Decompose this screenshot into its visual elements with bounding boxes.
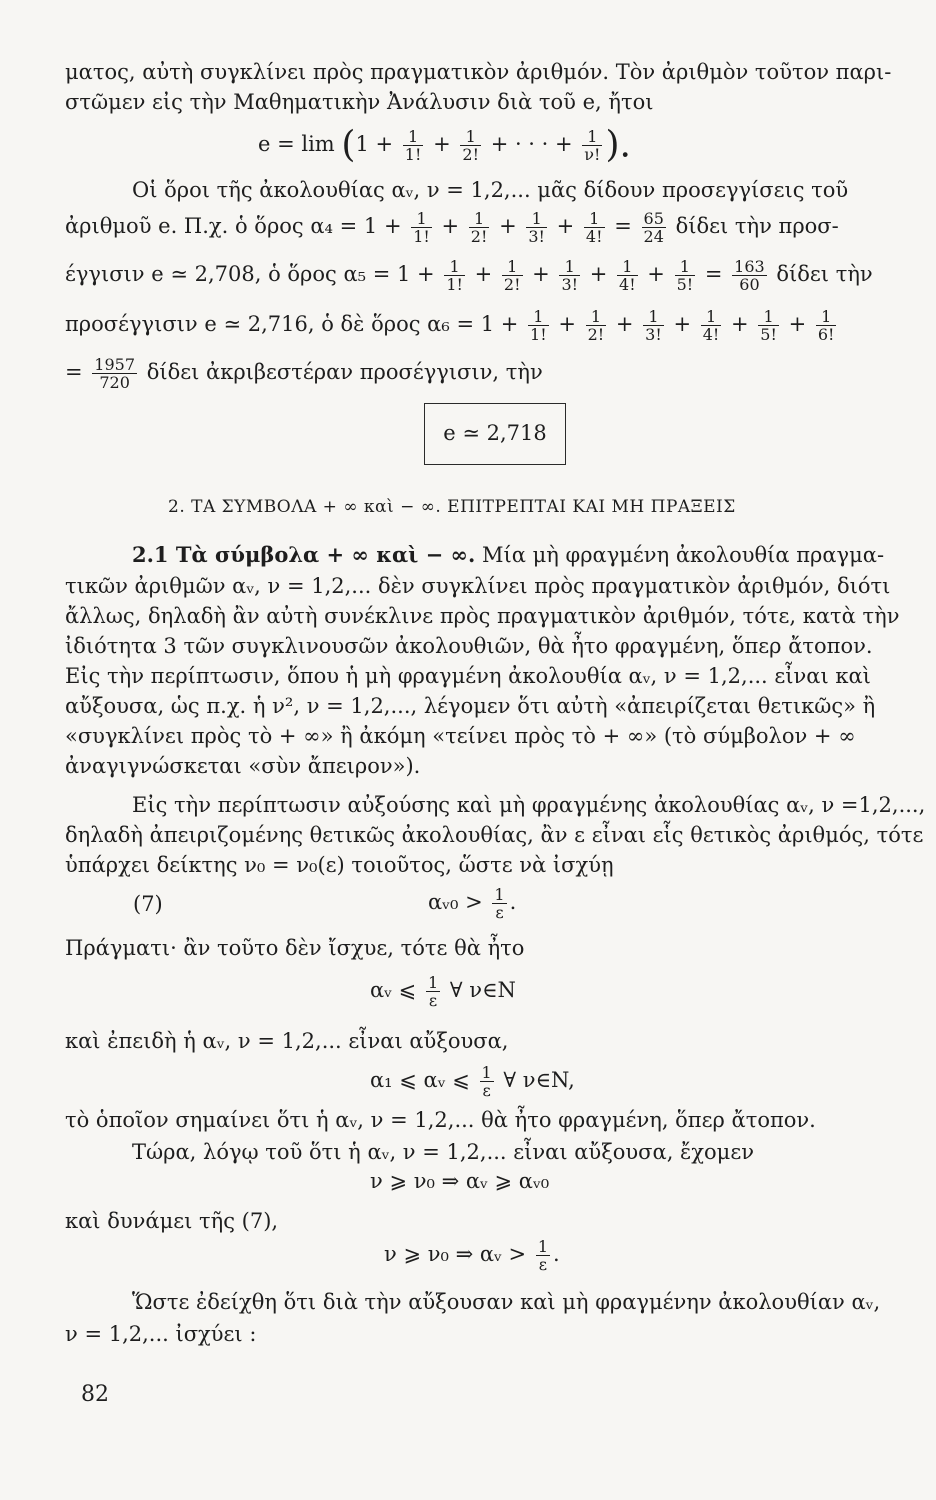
text-span: έγγισιν e ≃ 2,708, ὁ ὅρος α₅ = 1 + xyxy=(65,262,435,286)
text-line: «συγκλίνει πρὸς τὸ + ∞» ἢ ἀκόμη «τείνει πρὸς τὸ + ∞» (τὸ σύμβολον + ∞ xyxy=(65,724,856,748)
paren-close: ). xyxy=(605,124,631,166)
text-span: δίδει τὴν προσ- xyxy=(675,214,839,238)
text-span: δίδει ἀκριβεστέραν προσέγγισιν, τὴν xyxy=(146,360,543,384)
fraction: $\frac{1}{\varepsilon}$ xyxy=(494,885,505,922)
formula-e-limit xyxy=(258,124,631,166)
inequality-a xyxy=(370,970,516,1010)
text-line: ὑπάρχει δείκτης ν₀ = ν₀(ε) τοιοῦτος, ὥστε νὰ ἰσχύῃ xyxy=(65,853,614,877)
text-line: ματος, αὐτὴ συγκλίνει πρὸς πραγματικὸν ἀριθμόν. Τὸν ἀριθμὸν τοῦτον παρι- xyxy=(65,60,892,84)
fraction: $\frac{1}{1!}$ xyxy=(446,257,463,294)
text-line: στῶμεν εἰς τὴν Μαθηματικὴν Ἀνάλυσιν διὰ τοῦ e, ἤτοι xyxy=(65,90,654,114)
fraction: $\frac{1}{1!}$ xyxy=(413,209,430,246)
a4-line: ἀριθμοῦ e. Π.χ. ὁ ὅρος α₄ = 1 + $\frac{1}{1!}$ + $\frac{1}{2!}$ + $\frac{1}{3!}$ + $\frac{1}{4!}$ = $\frac{65}{24}$ δίδει τὴν προσ- xyxy=(65,209,839,246)
text-span: ∀ ν∈N, xyxy=(503,1068,575,1092)
text-line: αὔξουσα, ὡς π.χ. ἡ ν², ν = 1,2,..., λέγομεν ὅτι αὐτὴ «ἀπειρίζεται θετικῶς» ἢ xyxy=(65,694,876,718)
text-span: ἀριθμοῦ e. Π.χ. ὁ ὅρος α₄ = 1 + xyxy=(65,214,402,238)
text-line: Οἱ ὅροι τῆς ἀκολουθίας αᵥ, ν = 1,2,... μᾶς δίδουν προσεγγίσεις τοῦ xyxy=(132,178,849,202)
inequality-b xyxy=(370,1060,575,1100)
text-line: Εἰς τὴν περίπτωσιν αὐξούσης καὶ μὴ φραγμένης ἀκολουθίας αᵥ, ν =1,2,..., xyxy=(132,793,926,817)
equation-7: αᵥ₀ > $\frac{1}{\varepsilon}$ . xyxy=(428,885,517,922)
a6-result-line xyxy=(65,352,543,392)
text-line: τικῶν ἀριθμῶν αᵥ, ν = 1,2,... δὲν συγκλίνει πρὸς πραγματικὸν ἀριθμόν, διότι xyxy=(65,574,891,598)
fraction: $\frac{1}{5!}$ xyxy=(760,307,777,344)
fraction: $\frac{1}{6!}$ xyxy=(817,307,835,344)
equals: = xyxy=(614,214,632,238)
text-span: αᵥ₀ > xyxy=(428,890,483,914)
fraction: $\frac{1}{2!}$ xyxy=(470,209,488,246)
ellipsis-plus: + · · · + xyxy=(490,132,573,156)
a6-line: προσέγγισιν e ≃ 2,716, ὁ δὲ ὅρος α₆ = 1 + $\frac{1}{1!}$ + $\frac{1}{2!}$ + $\frac{1}{3!}$ + $\frac{1}{4!}$ + $\frac{1}{5!}$ + $\frac{1}{6!}$ xyxy=(65,307,835,344)
fraction: $\frac{1}{1!}$ xyxy=(530,307,547,344)
fraction: $\frac{1}{\varepsilon}$ xyxy=(481,1063,492,1100)
fraction: $\frac{1}{4!}$ xyxy=(702,307,720,344)
fraction: $\frac{1}{\varepsilon}$ xyxy=(427,973,439,1010)
boxed-approximation xyxy=(424,403,566,465)
fraction: $\frac{1}{4!}$ xyxy=(619,257,636,294)
fraction: $\frac{1}{\varepsilon}$ xyxy=(537,1237,548,1274)
text-line: ἰδιότητα 3 τῶν συγκλινουσῶν ἀκολουθιῶν, θὰ ἦτο φραγμένη, ὅπερ ἄτοπον. xyxy=(65,634,873,658)
fraction: $\frac{1}{3!}$ xyxy=(561,257,579,294)
text-line: δηλαδὴ ἀπειριζομένης θετικῶς ἀκολουθίας, ἂν ε εἶναι εἷς θετικὸς ἀριθμός, τότε xyxy=(65,823,924,847)
fraction: $\frac{1}{3!}$ xyxy=(645,307,662,344)
fraction: $\frac{163}{60}$ xyxy=(734,257,765,294)
text-line: ἄλλως, δηλαδὴ ἂν αὐτὴ συνέκλινε πρὸς πραγματικὸν ἀριθμόν, τότε, κατὰ τὴν xyxy=(65,604,900,628)
section-heading: 2. ΤΑ ΣΥΜΒΟΛΑ + ∞ καὶ − ∞. ΕΠΙΤΡΕΠΤΑΙ ΚΑΙ ΜΗ ΠΡΑΞΕΙΣ xyxy=(168,497,736,517)
fraction: $\frac{1}{2!}$ xyxy=(587,307,605,344)
text-line: Εἰς τὴν περίπτωσιν, ὅπου ἡ μὴ φραγμένη ἀκολουθία αᵥ, ν = 1,2,... εἶναι καὶ xyxy=(65,664,871,688)
equals: = xyxy=(704,262,723,286)
paragraph-start-line xyxy=(132,541,884,569)
fraction: $\frac{1}{2!}$ xyxy=(462,127,479,164)
fraction: $\frac{1957}{720}$ xyxy=(94,355,136,392)
fraction: $\frac{1}{5!}$ xyxy=(676,257,694,294)
implication-c: ν ⩾ ν₀ ⇒ αᵥ ⩾ αᵥ₀ xyxy=(370,1169,550,1193)
text-span: προσέγγισιν e ≃ 2,716, ὁ δὲ ὅρος α₆ = 1 + xyxy=(65,312,519,336)
text-line: Τώρα, λόγῳ τοῦ ὅτι ἡ αᵥ, ν = 1,2,... εἶναι αὔξουσα, ἔχομεν xyxy=(132,1140,754,1164)
fraction: $\frac{1}{4!}$ xyxy=(585,209,603,246)
fraction: $\frac{65}{24}$ xyxy=(643,209,664,246)
text-span: Μία μὴ φραγμένη ἀκολουθία πραγμα- xyxy=(482,543,885,567)
text-line: ν = 1,2,... ἰσχύει : xyxy=(65,1322,257,1346)
fraction: $\frac{1}{2!}$ xyxy=(503,257,521,294)
text-line: καὶ ἐπειδὴ ἡ αᵥ, ν = 1,2,... εἶναι αὔξουσα, xyxy=(65,1029,509,1053)
text-line: Πράγματι· ἂν τοῦτο δὲν ἴσχυε, τότε θὰ ἦτο xyxy=(65,936,525,960)
formula-term: 1 + xyxy=(355,132,394,156)
formula-lhs: e = lim xyxy=(258,132,335,156)
paren-open: ( xyxy=(341,124,356,166)
plus-sign: + xyxy=(433,132,451,156)
implication-d: ν ⩾ ν₀ ⇒ αᵥ > $\frac{1}{\varepsilon}$ . xyxy=(384,1237,560,1274)
equation-number: (7) xyxy=(133,892,163,916)
text-span: α₁ ⩽ αᵥ ⩽ xyxy=(370,1068,470,1092)
a5-line: έγγισιν e ≃ 2,708, ὁ ὅρος α₅ = 1 + $\frac{1}{1!}$ + $\frac{1}{2!}$ + $\frac{1}{3!}$ + $\frac{1}{4!}$ + $\frac{1}{5!}$ = $\frac{163}{60}$ δίδει τὴν xyxy=(65,257,873,294)
text-line: ἀναγιγνώσκεται «σὺν ἄπειρον»). xyxy=(65,754,421,778)
text-span: αᵥ ⩽ xyxy=(370,978,417,1002)
text-line: καὶ δυνάμει τῆς (7), xyxy=(65,1209,279,1233)
equals: = xyxy=(65,360,83,384)
fraction: $\frac{1}{3!}$ xyxy=(528,209,545,246)
boxed-text: e ≃ 2,718 xyxy=(443,421,547,445)
page-number: 82 xyxy=(81,1382,109,1407)
subsection-title: 2.1 Τὰ σύμβολα + ∞ καὶ − ∞. xyxy=(132,542,476,567)
text-span: ∀ ν∈N xyxy=(449,978,516,1002)
text-span: δίδει τὴν xyxy=(776,262,873,286)
text-line: Ὥστε ἐδείχθη ὅτι διὰ τὴν αὔξουσαν καὶ μὴ φραγμένην ἀκολουθίαν αᵥ, xyxy=(132,1290,881,1314)
fraction: $\frac{1}{\nu!}$ xyxy=(584,127,601,164)
fraction: $\frac{1}{1!}$ xyxy=(404,127,422,164)
text-line: τὸ ὁποῖον σημαίνει ὅτι ἡ αᵥ, ν = 1,2,... θὰ ἦτο φραγμένη, ὅπερ ἄτοπον. xyxy=(65,1108,816,1132)
text-span: ν ⩾ ν₀ ⇒ αᵥ > xyxy=(384,1242,527,1266)
